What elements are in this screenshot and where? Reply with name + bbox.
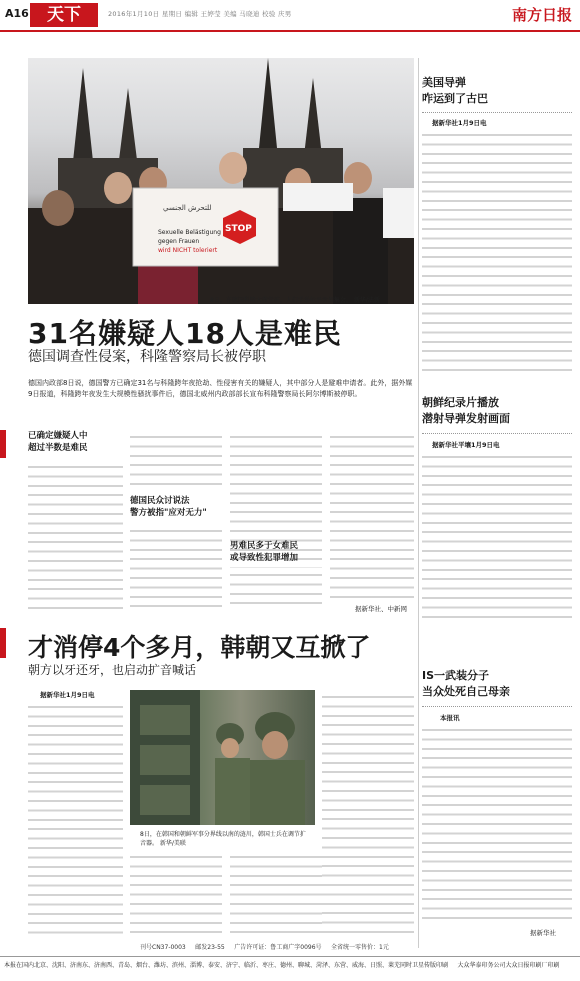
newspaper-logo: 南方日报 — [511, 6, 572, 24]
col3-subhead-line1: 男难民多于女难民 — [230, 541, 299, 551]
story1-col1-subhead — [28, 430, 128, 454]
soldiers-loudspeaker-image — [130, 690, 315, 825]
sidebar-divider — [418, 58, 419, 948]
header-rule — [0, 30, 580, 32]
story2-dateline: 据新华社1月9日电 — [40, 691, 95, 699]
col1-subhead-line1: 已确定嫌疑人中 — [28, 431, 88, 441]
story1-col2-body — [130, 524, 222, 609]
sidebar-item2-headline: 朝鲜纪录片播放 潜射导弹发射画面 — [422, 396, 510, 425]
section-title: 天下 — [30, 3, 98, 27]
col2-subhead-line2: 警方被指"应对无力" — [130, 508, 207, 518]
story1-photo — [28, 58, 414, 304]
story1-col2-body-top — [130, 430, 222, 490]
story2-headline: 才消停4个多月，韩朝又互掀了 — [28, 633, 371, 662]
footer-printing — [0, 956, 580, 973]
svg-text:gegen Frauen: gegen Frauen — [158, 238, 200, 245]
col2-subhead-line1: 德国民众讨说法 — [130, 496, 190, 506]
sidebar-item1-dateline: 据新华社1月9日电 — [432, 119, 487, 127]
page-number: A16 — [5, 7, 29, 20]
story1-col3-body — [230, 430, 322, 535]
story2-col4-body — [322, 690, 414, 935]
sidebar-item1-rule — [422, 112, 572, 113]
story2-photo-caption: 8日，在韩国和朝鲜军事分界线以南的涟川，韩国士兵在调节扩音器。 新华/美联 — [140, 831, 306, 847]
sidebar-item3-signoff: 据新华社 — [530, 929, 556, 937]
footer-meta — [0, 940, 580, 954]
story2-marker — [0, 628, 6, 658]
story1-col2-subhead — [130, 495, 222, 519]
story1-col3-body-b — [230, 568, 322, 610]
col3-subhead-line2: 或导致性犯罪增加 — [230, 553, 299, 563]
svg-text:wird NICHT toleriert: wird NICHT toleriert — [158, 247, 218, 254]
sidebar-item3-body — [422, 723, 572, 923]
footer-line1: 刊号CN37-0003 邮发23-55 广告许可证：鲁工商广字0096号 全省统一零售价：1元 — [140, 944, 389, 951]
story1-lead: 德国内政部8日说，德国警方已确定31名与科隆跨年夜抢劫、性侵害有关的嫌疑人，其中部分人是避难申请者。此外，据外媒9日报道，科隆跨年夜发生大规模性骚扰事件后，德国北威州内政部部长宣布科隆警察局长阿尔博斯被停职。 — [28, 379, 413, 398]
story1-headline: 31名嫌疑人18人是难民 — [28, 317, 342, 350]
story2-col1-body — [28, 700, 123, 935]
footer-line2: 本报在国内北京、沈阳、济南东、济南西、青岛、烟台、潍坊、滨州、淄博、泰安、济宁、临沂、枣庄、德州、聊城、菏泽、东营、威海、日照、莱芜同时卫星传版印刷 大众华泰印务公司大众日报印刷厂印刷 — [4, 962, 560, 969]
story1-col4-body — [330, 430, 414, 598]
svg-text:STOP: STOP — [225, 224, 252, 234]
story1-col1-body — [28, 460, 123, 610]
sidebar-item2-rule — [422, 433, 572, 434]
svg-text:للتحرش الجنسي: للتحرش الجنسي — [163, 204, 212, 212]
col1-subhead-line2: 超过半数是难民 — [28, 443, 88, 453]
sidebar-item1-body — [422, 128, 572, 378]
story2-photo — [130, 690, 315, 825]
svg-text:Sexuelle Belästigung: Sexuelle Belästigung — [158, 229, 221, 236]
story1-photo-caption: 8日，在德国科隆大教堂前，人们手举标语参加集会。 新华/法新 — [210, 297, 380, 304]
story2-col2-body — [130, 850, 222, 935]
sidebar-item3-dateline: 本报讯 — [440, 714, 460, 722]
story1-signoff: 据新华社、中新网 — [355, 605, 407, 613]
story1-subheadline: 德国调查性侵案，科隆警察局长被停职 — [28, 349, 266, 365]
sidebar-item3-headline: IS一武装分子 当众处死自己母亲 — [422, 669, 510, 698]
sidebar-item2-body — [422, 450, 572, 625]
sidebar-item2-dateline: 据新华社平壤1月9日电 — [432, 441, 500, 449]
story1-marker — [0, 430, 6, 458]
cathedral-protest-image — [28, 58, 414, 304]
header-info: 2016年1月10日 星期日 编辑 王婷莹 美编 马晓迪 校验 庆男 — [108, 10, 292, 18]
sidebar-item3-rule — [422, 706, 572, 707]
story2-col3-body — [230, 850, 322, 935]
story2-subheadline: 朝方以牙还牙，也启动扩音喊话 — [28, 663, 197, 677]
page-header — [0, 0, 580, 30]
story1-col3-subhead — [230, 540, 322, 564]
sidebar-item1-headline: 美国导弹 咋运到了古巴 — [422, 76, 488, 105]
